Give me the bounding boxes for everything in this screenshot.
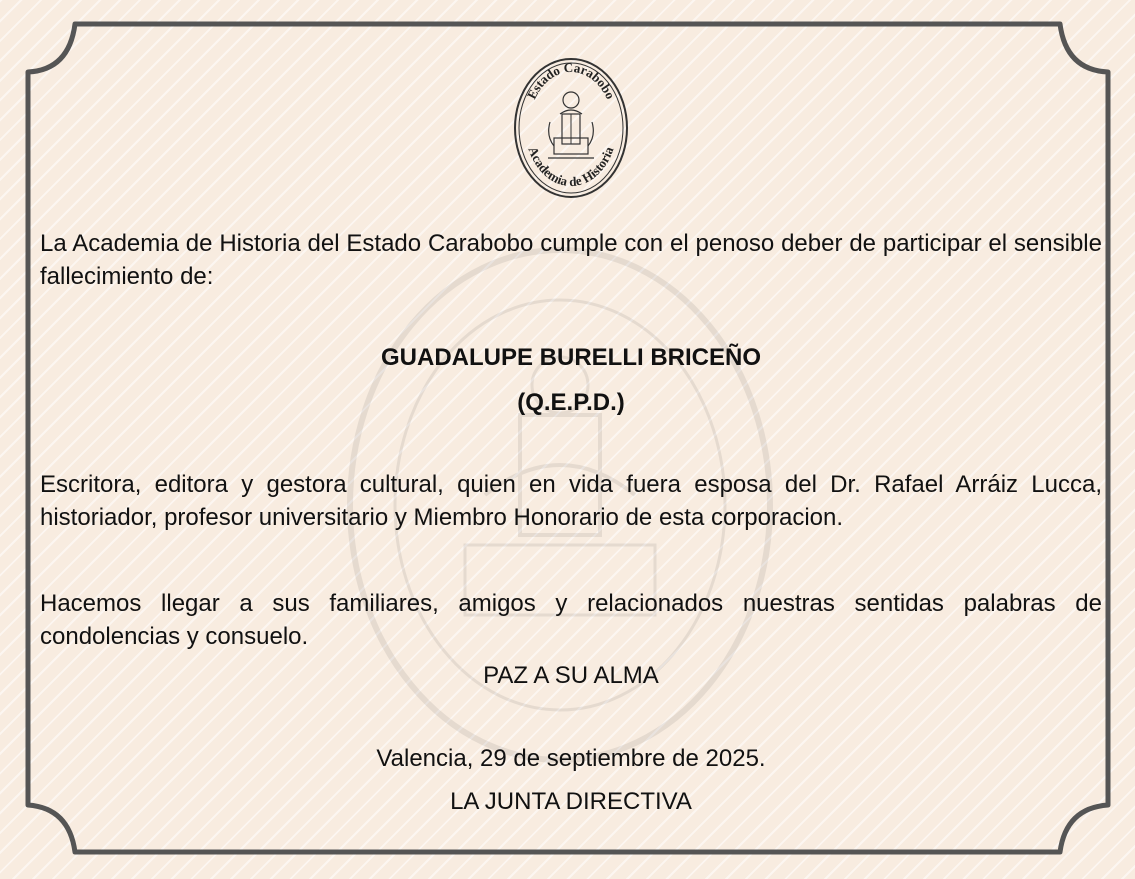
rip-abbreviation: (Q.E.P.D.) bbox=[517, 389, 625, 416]
place-date: Valencia, 29 de septiembre de 2025. bbox=[376, 745, 766, 772]
farewell-line: PAZ A SU ALMA bbox=[483, 662, 659, 689]
intro-paragraph: La Academia de Historia del Estado Carabobo cumple con el penoso deber de participar el sensible fallecimiento de: bbox=[40, 230, 1102, 290]
academy-seal-logo bbox=[512, 56, 630, 200]
svg-text:Estado Carabobo: Estado Carabobo bbox=[523, 59, 619, 102]
description-paragraph: Escritora, editora y gestora cultural, quien en vida fuera esposa del Dr. Rafael Arráiz Lucca, historiador, profesor universitario y Miembro Honorario de esta corporacion. bbox=[40, 471, 1102, 531]
condolences-paragraph: Hacemos llegar a sus familiares, amigos y relacionados nuestras sentidas palabras de condolencias y consuelo. bbox=[40, 590, 1102, 650]
deceased-name: GUADALUPE BURELLI BRICEÑO bbox=[380, 344, 761, 371]
signature: LA JUNTA DIRECTIVA bbox=[450, 788, 692, 815]
svg-text:Academia de Historia: Academia de Historia bbox=[525, 144, 617, 190]
